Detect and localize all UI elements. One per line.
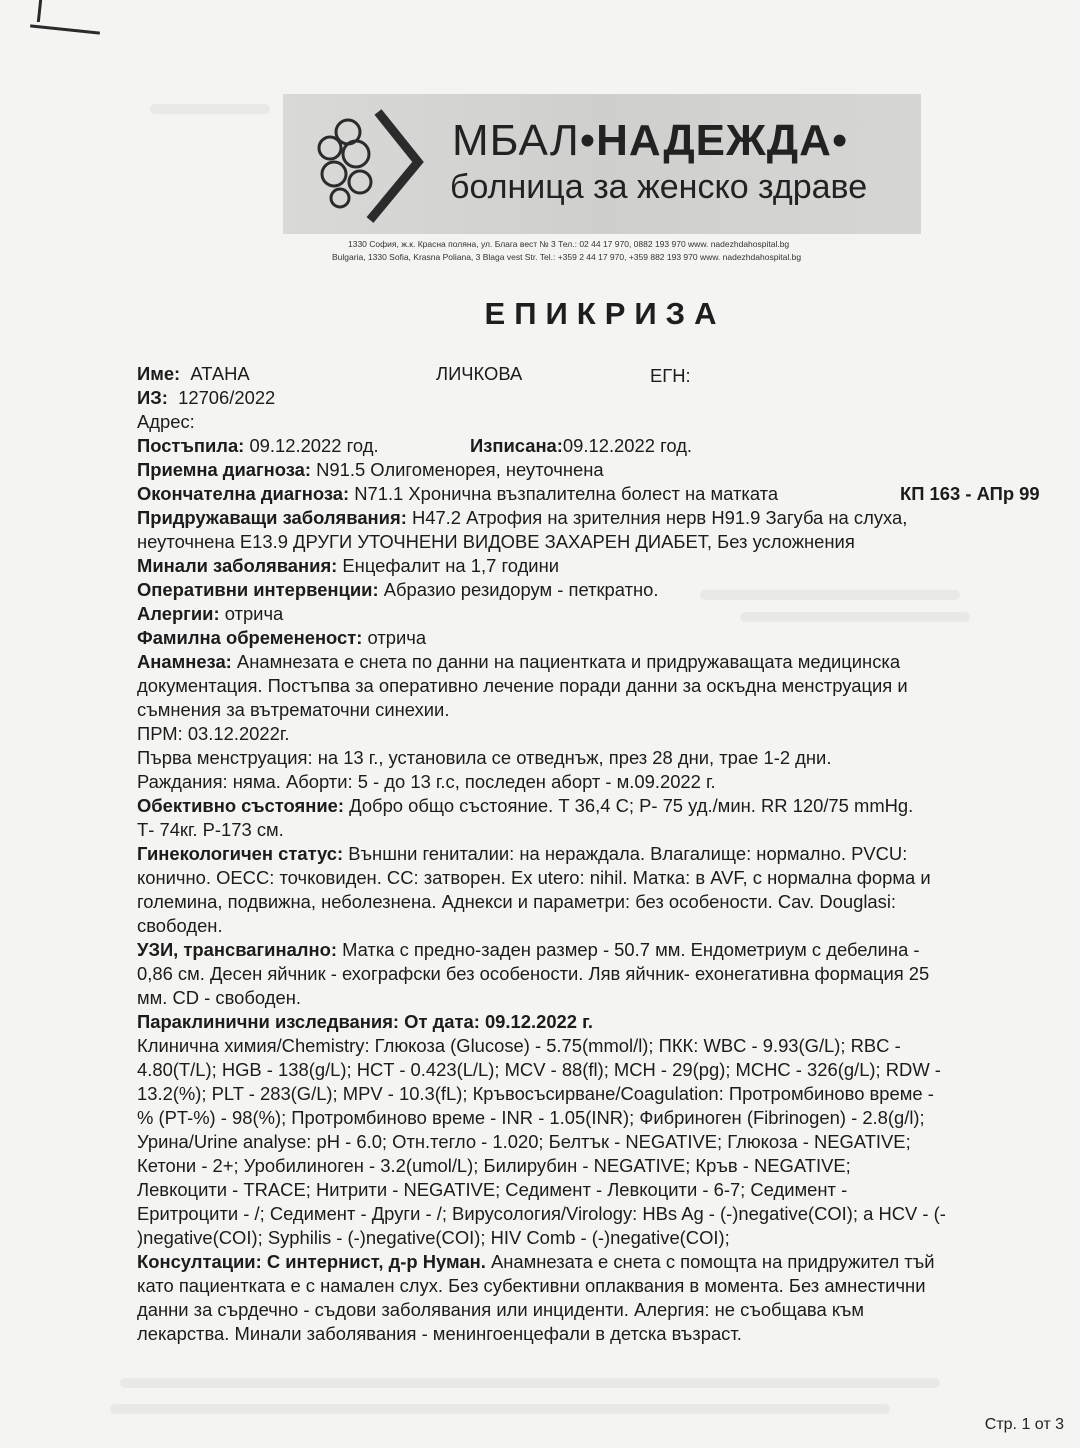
lab-results: 13.2(%); PLT - 283(G/L); MPV - 10.3(fL); Кръвосъсирване/Coagulation: Протромбиново време - bbox=[137, 1083, 934, 1104]
lab-results: Еритроцити - /; Седимент - Други - /; Вирусология/Virology: HBs Ag - (-)negative(COI); a HCV - (- bbox=[137, 1203, 946, 1224]
lab-results: Левкоцити - TRACE; Нитрити - NEGATIVE; Седимент - Левкоцити - 6-7; Седимент - bbox=[137, 1179, 848, 1200]
births-abortions: Раждания: няма. Аборти: 5 - до 13 г.с, последен аборт - м.09.2022 г. bbox=[137, 771, 716, 792]
lab-results: 4.80(T/L); HGB - 138(g/L); HCT - 0.423(L/L); MCV - 88(fl); MCH - 29(pg); MCHC - 326(g/L); RDW - bbox=[137, 1059, 941, 1080]
name-first: АТАНА bbox=[190, 363, 250, 384]
patient-name-line bbox=[137, 362, 250, 386]
ultrasound-cont: 0,86 см. Десен яйчник - ехографски без особености. Ляв яйчник- ехонегативна формация 25 bbox=[137, 963, 930, 984]
anamnesis: Анамнеза: Анамнезата е снета по данни на пациентката и придружаващата медицинска bbox=[137, 651, 901, 672]
gyn-status-cont: свободен. bbox=[137, 915, 223, 936]
bleed-through bbox=[120, 1378, 940, 1388]
past-diseases: Минали заболявания: Енцефалит на 1,7 години bbox=[137, 555, 560, 576]
hospital-logo bbox=[300, 104, 430, 224]
contact-en: Bulgaria, 1330 Sofia, Krasna Poliana, 3 Blaga vest Str. Tel.: +359 2 44 17 970, +359 882 193 970 www. nadezhdahospital.bg bbox=[332, 252, 802, 262]
surgeries: Оперативни интервенции: Абразио резидорум - петкратно. bbox=[137, 579, 659, 600]
hospital-brand bbox=[452, 116, 848, 166]
admitted-value: 09.12.2022 год. bbox=[249, 435, 379, 456]
page-number: Стр. 1 от 3 bbox=[984, 1416, 1064, 1433]
address-label: Адрес: bbox=[137, 411, 195, 432]
bleed-through bbox=[110, 1404, 890, 1414]
anamnesis-cont: съмнения за вътрематочни синехии. bbox=[137, 699, 450, 720]
brand-prefix: МБАЛ bbox=[452, 116, 580, 165]
consultations-cont: данни за сърдечно - съдови заболявания или инциденти. Алергия: не съобщава към bbox=[137, 1299, 865, 1320]
discharged-line bbox=[470, 434, 692, 458]
lab-results: Кетони - 2+; Уробилиноген - 3.2(umol/L); Билирубин - NEGATIVE; Кръв - NEGATIVE; bbox=[137, 1155, 851, 1176]
scan-mark bbox=[30, 24, 100, 34]
clinical-pathway: КП 163 - АПр 99 bbox=[900, 483, 1040, 504]
consultations: Консултации: С интернист, д-р Нуман. Анамнезата е снета с помощта на придружител тъй bbox=[137, 1251, 935, 1272]
name-label: Име: bbox=[137, 363, 181, 384]
ultrasound-cont: мм. CD - свободен. bbox=[137, 987, 301, 1008]
document-title: ЕПИКРИЗА bbox=[484, 296, 726, 331]
comorbidities: Придружаващи заболявания: H47.2 Атрофия на зрителния нерв H91.9 Загуба на слуха, bbox=[137, 507, 908, 528]
gyn-status-cont: конично. OECC: точковиден. CC: затворен. Ex utero: nihil. Матка: в AVF, с нормална форма и bbox=[137, 867, 931, 888]
scan-mark bbox=[37, 0, 42, 22]
admission-diagnosis: Приемна диагноза: N91.5 Олигоменорея, неуточнена bbox=[137, 459, 604, 480]
first-menstruation: Първа менструация: на 13 г., установила се отведнъж, през 28 дни, трае 1-2 дни. bbox=[137, 747, 832, 768]
lab-results: Урина/Urine analyse: pH - 6.0; Отн.тегло - 1.020; Белтък - NEGATIVE; Глюкоза - NEGATIVE; bbox=[137, 1131, 911, 1152]
family-history: Фамилна обремененост: отрича bbox=[137, 627, 427, 648]
consultations-cont: като пациентката е с намален слух. Без субективни оплаквания в момента. Без амнестични bbox=[137, 1275, 926, 1296]
hospital-subtitle: болница за женско здраве bbox=[450, 168, 868, 206]
lab-results: )negative(COI); Syphilis - (-)negative(COI); HIV Comb - (-)negative(COI); bbox=[137, 1227, 730, 1248]
comorbidities-cont: неуточнена E13.9 ДРУГИ УТОЧНЕНИ ВИДОВЕ ЗАХАРЕН ДИАБЕТ, Без усложнения bbox=[137, 531, 855, 552]
ultrasound: УЗИ, трансвагинално: Матка с предно-заден размер - 50.7 мм. Ендометриум с дебелина - bbox=[137, 939, 920, 960]
bleed-through bbox=[700, 590, 960, 600]
objective-status: Обективно състояние: Добро общо състояние. Т 36,4 С; Р- 75 уд./мин. RR 120/75 mmHg. bbox=[137, 795, 914, 816]
anamnesis-cont: документация. Постъпва за оперативно лечение поради данни за оскъдна менструация и bbox=[137, 675, 908, 696]
admitted-label: Постъпила: bbox=[137, 435, 245, 456]
contact-bg: 1330 София, ж.к. Красна поляна, ул. Блага вест № 3 Тел.: 02 44 17 970, 0882 193 970 www. nadezhdahospital.bg bbox=[348, 239, 790, 249]
brand-dot: • bbox=[831, 116, 849, 165]
bleed-through bbox=[740, 612, 970, 622]
consultations-cont: лекарства. Минали заболявания - менингоенцефали в детска възраст. bbox=[137, 1323, 742, 1344]
lab-results: % (PT-%) - 98(%); Протромбиново време - INR - 1.05(INR); Фибриноген (Fibrinogen) - 2.8(g/l); bbox=[137, 1107, 925, 1128]
final-diagnosis: Окончателна диагноза: N71.1 Хронична възпалителна болест на матката bbox=[137, 483, 779, 504]
patient-name-last: ЛИЧКОВА bbox=[436, 363, 523, 384]
lab-tests-heading: Параклинични изследвания: От дата: 09.12.2022 г. bbox=[137, 1011, 594, 1032]
brand-dot: • bbox=[579, 116, 597, 165]
brand-name: НАДЕЖДА bbox=[596, 116, 832, 165]
gyn-status-cont: големина, подвижна, неболезнена. Аднекси и параметри: без особености. Cav. Douglasi: bbox=[137, 891, 897, 912]
objective-status-cont: Т- 74кг. Р-173 см. bbox=[137, 819, 284, 840]
iz-line bbox=[137, 386, 275, 410]
last-menstruation: ПРМ: 03.12.2022г. bbox=[137, 723, 290, 744]
admitted-line bbox=[137, 434, 379, 458]
gyn-status: Гинекологичен статус: Външни гениталии: на нераждала. Влагалище: нормално. PVCU: bbox=[137, 843, 908, 864]
discharged-label: Изписана: bbox=[470, 435, 563, 456]
lab-results: Клинична химия/Chemistry: Глюкоза (Glucose) - 5.75(mmol/l); ПКК: WBC - 9.93(G/L); RBC - bbox=[137, 1035, 901, 1056]
discharged-value: 09.12.2022 год. bbox=[562, 435, 693, 456]
iz-label: ИЗ: bbox=[137, 387, 168, 408]
iz-value: 12706/2022 bbox=[178, 387, 276, 408]
allergies: Алергии: отрича bbox=[137, 603, 284, 624]
egn-label: ЕГН: bbox=[650, 365, 691, 386]
bleed-through bbox=[150, 104, 270, 114]
